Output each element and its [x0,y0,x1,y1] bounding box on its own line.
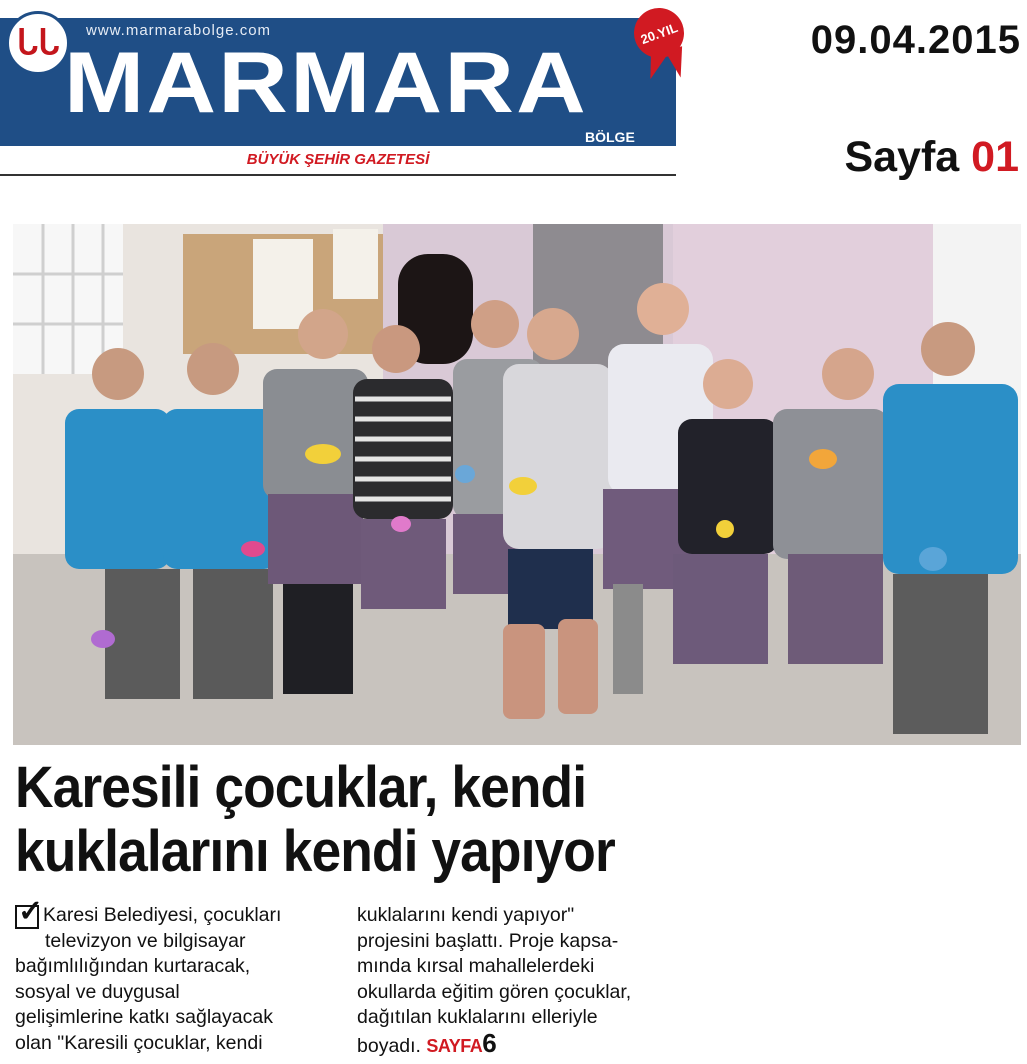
masthead-divider [0,174,676,176]
article-column-1 [15,903,333,1056]
page-reference [844,133,1019,182]
article-line-last [357,1027,673,1060]
article-line: Karesi Belediyesi, çocukları [43,904,282,926]
headline-line-2: kuklalarını kendi yapıyor [15,819,615,884]
continued-page-number: 6 [482,1027,497,1058]
continued-page-link[interactable] [426,1027,497,1058]
publication-date: 09.04.2015 [810,18,1021,62]
article-headline [15,756,659,884]
article-line-text: boyadı. [357,1034,421,1057]
continued-label: SAYFA [426,1035,483,1056]
article-line: dağıtılan kuklalarını elleriyle [357,1006,598,1028]
article-line: mında kırsal mahallelerdeki [357,955,595,977]
page-number: 01 [971,133,1019,181]
article-line: olan "Karesili çocuklar, kendi [15,1031,263,1054]
article-line: projesini başlattı. Proje kapsa- [357,929,619,952]
masthead-tagline: BÜYÜK ŞEHİR GAZETESİ [246,151,430,168]
masthead-title: MARMARA [64,35,588,131]
article-line: sosyal ve duygusal [15,980,180,1003]
page-label: Sayfa [844,133,960,181]
article-line: gelişimlerine katkı sağlayacak [15,1006,273,1028]
classroom-photo-illustration [13,224,1021,745]
anniversary-badge: 20.YIL [627,1,691,65]
article-line: televizyon ve bilgisayar [45,929,246,952]
headline-line-1: Karesili çocuklar, kendi [15,755,587,820]
article-photo [13,224,1021,745]
masthead [0,8,680,168]
mb-logo-icon: ᒐᒐ [6,11,70,75]
masthead-url: www.marmarabolge.com [86,22,272,39]
article-line: kuklalarını kendi yapıyor" [357,904,575,926]
checkmark-icon [15,905,39,929]
article-line: okullarda eğitim gören çocuklar, [357,980,632,1003]
masthead-subtitle: BÖLGE [585,129,635,145]
article-line: bağımlılığından kurtaracak, [15,955,251,977]
article-column-2 [357,903,673,1059]
